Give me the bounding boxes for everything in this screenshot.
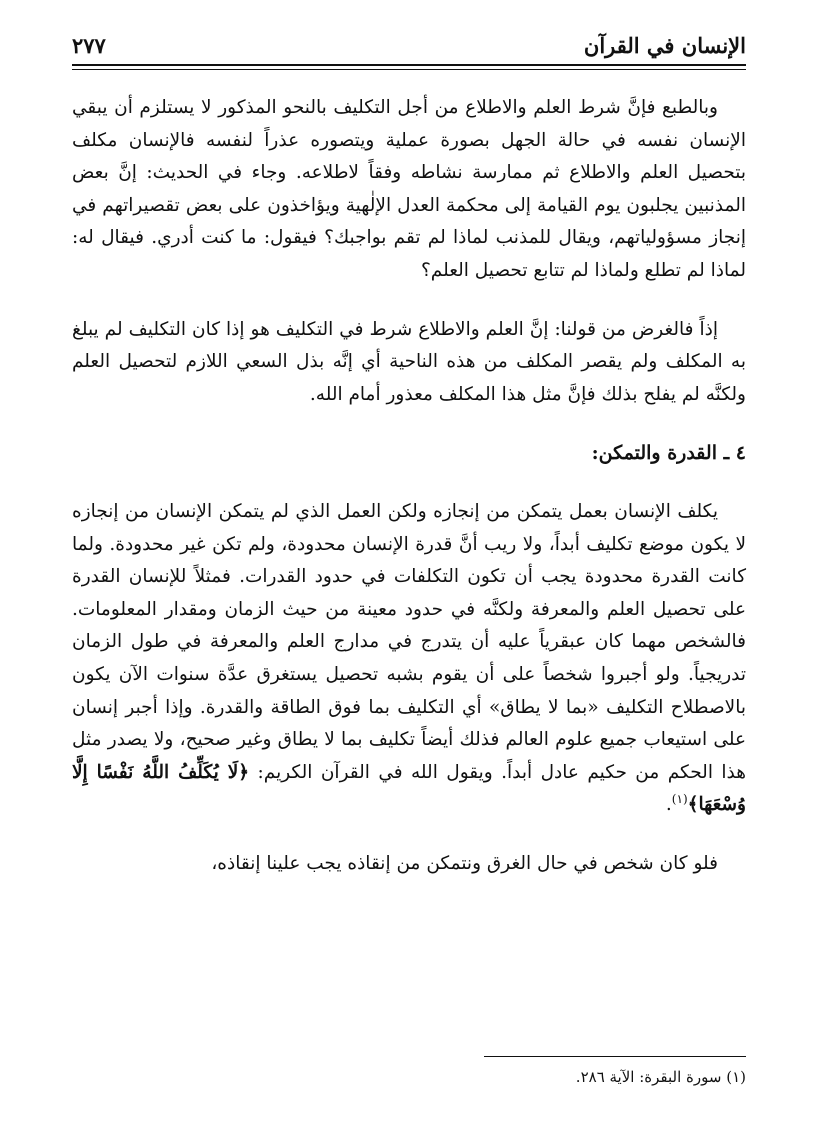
quran-verse: ﴿لَا يُكَلِّفُ اللَّهُ نَفْسًا إِلَّا وُسْعَهَا﴾: [72, 761, 746, 816]
paragraph-3-text: يكلف الإنسان بعمل يتمكن من إنجازه ولكن العمل الذي لم يتمكن الإنسان من إنجازه لا يكون موضع تكليف أبداً، ولا ريب أنَّ قدرة الإنسان محدودة، ولم تكن غير محدودة. ولما كانت القدرة محدودة يجب أن تكون التكلفات في حدود القدرات. فمثلاً للإنسان القدرة على تحصيل العلم والمعرفة ولكنَّه في حدود معينة من حيث الزمان ومقدار المعلومات. فالشخص مهما كان عبقرياً عليه أن يتدرج في مدارج العلم والمعرفة في طول الزمان تدريجياً. ولو أجبروا شخصاً على أن يقوم بشبه تحصيل يستغرق عدَّة سنوات الآن يكون بالاصطلاح التكليف «بما لا يطاق» أي التكليف بما فوق الطاقة والقدرة. وإذا أجبر إنسان على استيعاب جميع علوم العالم فذلك أيضاً تكليف بما لا يطاق وغير صحيح، ولا يصدر مثل هذا الحكم من حكيم عادل أبداً.: [72, 500, 746, 783]
paragraph-1: وبالطبع فإنَّ شرط العلم والاطلاع من أجل التكليف بالنحو المذكور لا يستلزم أن يبقي الإنسان نفسه في حالة الجهل بصورة عملية ويتصوره عذراً لنفسه فالإنسان مكلف بتحصيل العلم والاطلاع ثم ممارسة نشاطه وفقاً لاطلاعه. وجاء في الحديث: إنَّ بعض المذنبين يجلبون يوم القيامة إلى محكمة العدل الإلٰهية ويؤاخذون على بعض تقصيراتهم في إنجاز مسؤولياتهم، ويقال للمذنب لماذا لم تقم بواجبك؟ فيقول: ما كنت أدري. فيقال له: لماذا لم تطلع ولماذا لم تتابع تحصيل العلم؟: [72, 97, 746, 281]
section-heading: ٤ ـ القدرة والتمكن:: [591, 442, 746, 465]
running-head-title: الإنسان في القرآن: [583, 33, 746, 58]
running-head: [72, 28, 746, 58]
footnote-marker: (١): [671, 792, 688, 807]
page-number: ٢٧٧: [72, 33, 106, 58]
paragraph-3: يكلف الإنسان بعمل يتمكن من إنجازه ولكن العمل الذي لم يتمكن الإنسان من إنجازه لا يكون موضع تكليف أبداً، ولا ريب أنَّ قدرة الإنسان محدودة، ولم تكن غير محدودة. ولما كانت القدرة محدودة يجب أن تكون التكلفات في حدود القدرات. فمثلاً للإنسان القدرة على تحصيل العلم والمعرفة ولكنَّه في حدود معينة من حيث الزمان ومقدار المعلومات. فالشخص مهما كان عبقرياً عليه أن يتدرج في مدارج العلم والمعرفة في طول الزمان تدريجياً. ولو أجبروا شخصاً على أن يقوم بشبه تحصيل يستغرق عدَّة سنوات الآن يكون بالاصطلاح التكليف «بما لا يطاق» أي التكليف بما فوق الطاقة والقدرة. وإذا أجبر إنسان على استيعاب جميع علوم العالم فذلك أيضاً تكليف بما لا يطاق وغير صحيح، ولا يصدر مثل هذا الحكم من حكيم عادل أبداً. ويقول الله في القرآن الكريم: ﴿لَا يُكَلِّفُ اللَّهُ نَفْسًا إِلَّا وُسْعَهَا﴾$^{(١)}$.: [72, 500, 746, 816]
footnote: (١) سورة البقرة: الآية ٢٨٦.: [575, 1068, 746, 1086]
paragraph-2: إذاً فالغرض من قولنا: إنَّ العلم والاطلاع شرط في التكليف هو إذا كان التكليف لم يبلغ به المكلف ولم يقصر المكلف من هذه الناحية أي إنَّه بذل السعي اللازم لتحصيل العلم ولكنَّه لم يفلح بذلك فإنَّ مثل هذا المكلف معذور أمام الله.: [72, 318, 746, 405]
paragraph-4: فلو كان شخص في حال الغرق ونتمكن من إنقاذه يجب علينا إنقاذه،: [211, 852, 718, 874]
footnote-rule: [484, 1056, 746, 1057]
header-rule-thick: [72, 64, 746, 66]
body-text: [72, 92, 746, 880]
header-rule-thin: [72, 69, 746, 70]
verse-intro: ويقول الله في القرآن الكريم:: [257, 761, 493, 783]
